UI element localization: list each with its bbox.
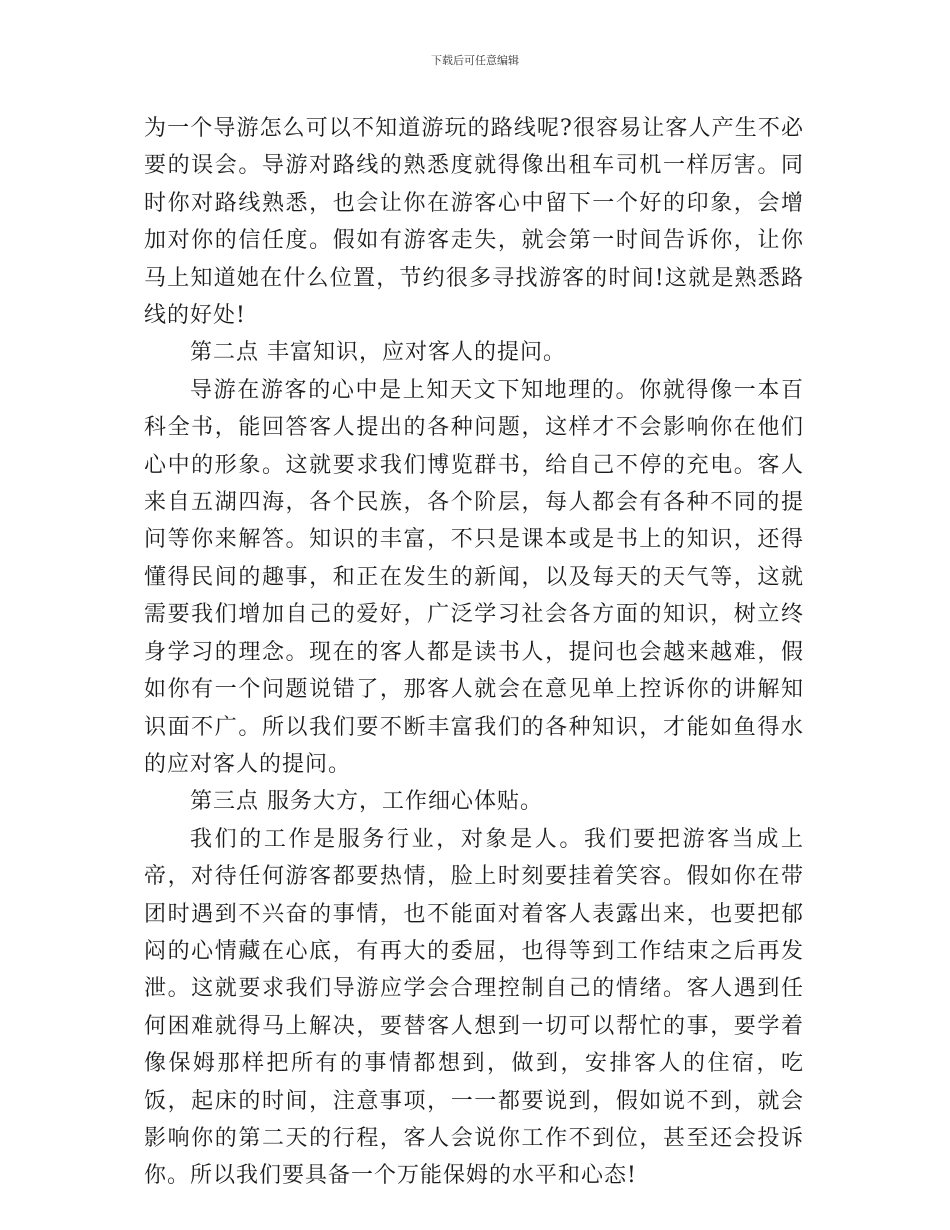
page-header: 下载后可任意编辑: [431, 54, 519, 67]
section-heading-service: 第三点 服务大方，工作细心体贴。: [190, 789, 543, 815]
document-body: [144, 110, 804, 1195]
paragraph-knowledge: 导游在游客的心中是上知天文下知地理的。你就得像一本百科全书，能回答客人提出的各种问题，这样才不会影响你在他们心中的形象。这就要求我们博览群书，给自己不停的充电。客人来自五湖四海，各个民族，各个阶层，每人都会有各种不同的提问等你来解答。知识的丰富，不只是课本或是书上的知识，还得懂得民间的趣事，和正在发生的新闻，以及每天的天气等，这就需要我们增加自己的爱好，广泛学习社会各方面的知识，树立终身学习的理念。现在的客人都是读书人，提问也会越来越难，假如你有一个问题说错了，那客人就会在意见单上控诉你的讲解知识面不广。所以我们要不断丰富我们的各种知识，才能如鱼得水的应对客人的提问。: [144, 377, 804, 777]
paragraph-route-familiarity: 为一个导游怎么可以不知道游玩的路线呢?很容易让客人产生不必要的误会。导游对路线的熟悉度就得像出租车司机一样厉害。同时你对路线熟悉，也会让你在游客心中留下一个好的印象，会增加对你的信任度。假如有游客走失，就会第一时间告诉你，让你马上知道她在什么位置，节约很多寻找游客的时间!这就是熟悉路线的好处!: [144, 116, 804, 329]
section-heading-knowledge: 第二点 丰富知识，应对客人的提问。: [190, 340, 566, 366]
paragraph-service: 我们的工作是服务行业，对象是人。我们要把游客当成上帝，对待任何游客都要热情，脸上时刻要挂着笑容。假如你在带团时遇到不兴奋的事情，也不能面对着客人表露出来，也要把郁闷的心情藏在心底，有再大的委屈，也得等到工作结束之后再发泄。这就要求我们导游应学会合理控制自己的情绪。客人遇到任何困难就得马上解决，要替客人想到一切可以帮忙的事，要学着像保姆那样把所有的事情都想到，做到，安排客人的住宿，吃饭，起床的时间，注意事项，一一都要说到，假如说不到，就会影响你的第二天的行程，客人会说你工作不到位，甚至还会投诉你。所以我们要具备一个万能保姆的水平和心态!: [144, 826, 804, 1189]
